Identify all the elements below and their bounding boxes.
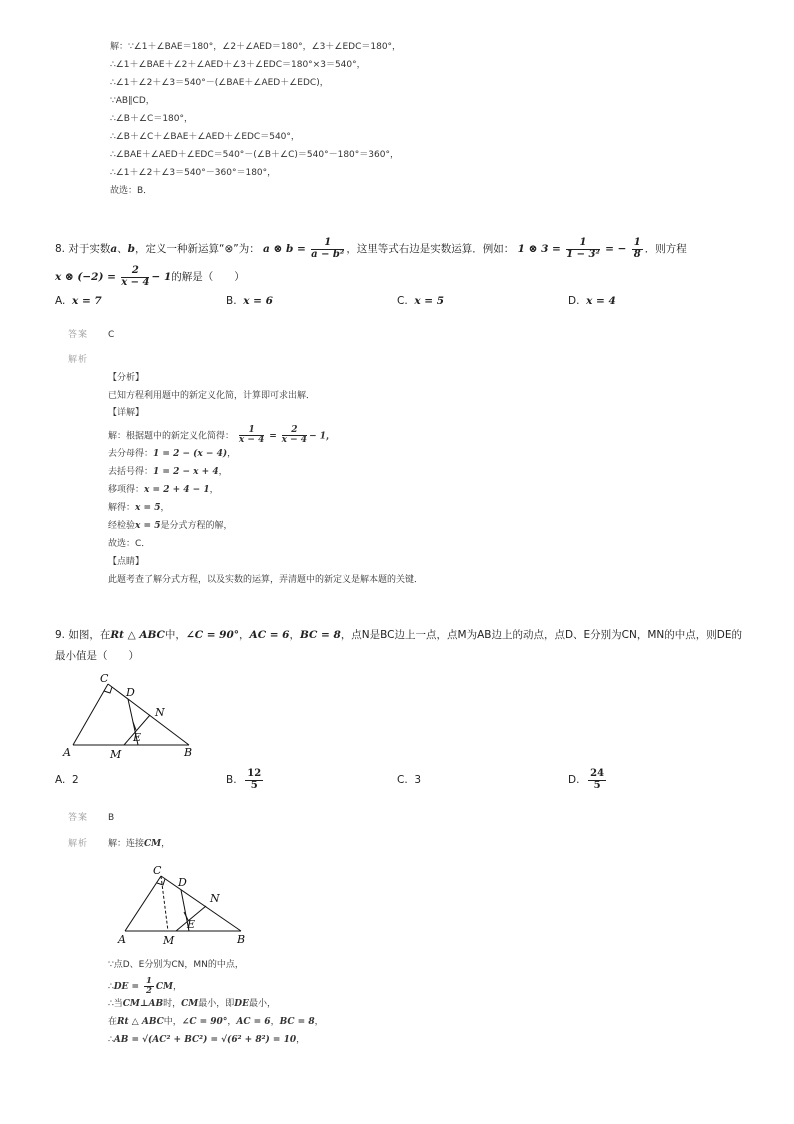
q8-solution-step-4: 移项得：x = 2 + 4 − 1， (108, 485, 219, 495)
q7-line-4: ∵AB∥CD， (110, 96, 155, 106)
q8-example-lhs: 1 ⊗ 3 = (517, 243, 561, 255)
q8-option-d[interactable]: D. x = 4 (568, 295, 616, 307)
q9-answer-value: B (108, 813, 115, 823)
q9-solution-step-4: 在Rt △ ABC中，∠C = 90°，AC = 6，BC = 8， (108, 1017, 324, 1027)
q9-answer-label: 答案 (68, 813, 89, 823)
q8-solution-step-7: 故选：C． (108, 539, 151, 549)
q9-option-b[interactable]: B. $\frac{12}{5}$ (226, 768, 262, 791)
q8-stem-text-3: ，这里等式右边是实数运算．例如： (346, 243, 515, 255)
q9-solution-step-1: ∵点D、E分别为CN，MN的中点， (108, 960, 244, 970)
label-m: M (110, 748, 122, 761)
side-cb (161, 876, 241, 931)
label-e: E (133, 731, 142, 744)
q8-sep: 、 (117, 243, 128, 255)
side-cb (108, 684, 189, 745)
q9-analysis-label: 解析 (68, 839, 89, 849)
q8-dianjing-text: 此题考查了解分式方程，以及实数的运算，弄清题中的新定义是解本题的关键． (108, 575, 424, 585)
q8-var-b: b (127, 243, 136, 255)
q8-def-fraction: $\frac{1}{\text{a − b²}}$ (311, 237, 345, 260)
q8-stem-line2 (55, 266, 245, 288)
q8-option-a[interactable]: A. x = 7 (55, 295, 102, 307)
q8-equation-fraction: $\frac{2}{x - 4}$ (121, 265, 150, 288)
q8-stem-text: 8. 对于实数 (55, 243, 111, 255)
q7-line-3: ∴∠1＋∠2＋∠3＝540°－(∠BAE＋∠AED＋∠EDC)， (110, 78, 329, 88)
q8-example-mid: = − (605, 243, 627, 255)
label-c: C (100, 672, 109, 685)
q8-equation-tail: − 1 (151, 271, 172, 283)
q8-solution-step-1: 解：根据题中的新定义化简得： $\frac{1}{x - 4}$ = $\frac{2}{x - 4}$ − 1， (108, 425, 335, 446)
q9-option-d[interactable]: D. $\frac{24}{5}$ (568, 768, 605, 791)
q8-stem-text-4: ．则方程 (644, 243, 687, 255)
label-m: M (163, 934, 175, 947)
label-a: A (63, 746, 71, 759)
label-d: D (126, 686, 135, 699)
q8-example-fraction: $\frac{1}{\text{1 − 3²}}$ (566, 237, 600, 260)
q8-fenxi-heading: 【分析】 (108, 373, 145, 383)
q9-solution-step-3: ∴当CM⊥AB时，CM最小，即DE最小， (108, 999, 276, 1009)
label-n: N (155, 706, 165, 719)
q8-dianjing-heading: 【点睛】 (108, 557, 145, 567)
label-n: N (210, 892, 220, 905)
q8-solution-step-2: 去分母得：1 = 2 − (x − 4)， (108, 449, 237, 459)
q8-stem-line1 (55, 238, 687, 260)
q8-option-b[interactable]: B. x = 6 (226, 295, 273, 307)
label-c: C (153, 864, 162, 877)
q9-triangle-figure (60, 672, 210, 764)
q7-line-6: ∴∠B＋∠C＋∠BAE＋∠AED＋∠EDC＝540°， (110, 132, 300, 142)
q8-var-a: a (110, 243, 118, 255)
q9-solution-step-2: ∴DE = $\frac{1}{2}$ CM， (108, 976, 183, 996)
q8-analysis-label: 解析 (68, 355, 89, 365)
q9-stem-line2: 最小值是（ ） (55, 650, 139, 662)
q7-line-5: ∴∠B＋∠C＝180°， (110, 114, 193, 124)
q9-option-c[interactable]: C. 3 (397, 774, 422, 786)
label-a: A (118, 933, 126, 946)
q8-solution-step-3: 去括号得：1 = 2 − x + 4， (108, 467, 228, 477)
q8-answer-value: C (108, 330, 115, 340)
q8-equation-lhs: x ⊗ (−2) = (55, 271, 116, 283)
label-b: B (237, 933, 246, 946)
q8-solution-step-6: 经检验x = 5是分式方程的解， (108, 521, 233, 531)
q8-def-lhs: a ⊗ b = (263, 243, 306, 255)
q8-stem-text-5: 的解是（ ） (171, 271, 245, 283)
label-b: B (184, 746, 193, 759)
side-ac (73, 684, 108, 745)
q9-option-a[interactable]: A. 2 (55, 774, 79, 786)
q7-line-8: ∴∠1＋∠2＋∠3＝540°－360°＝180°， (110, 168, 277, 178)
label-e: E (187, 918, 196, 931)
q7-line-1: 解：∵∠1＋∠BAE＝180°，∠2＋∠AED＝180°，∠3＋∠EDC＝180°， (110, 42, 402, 52)
q8-answer-label: 答案 (68, 330, 89, 340)
q9-solution-step-5: ∴AB = √(AC² + BC²) = √(6² + 8²) = 10， (108, 1035, 306, 1045)
q8-fenxi-text: 已知方程利用题中的新定义化简，计算即可求出解． (108, 391, 316, 401)
side-ac (125, 876, 161, 931)
label-d: D (178, 876, 187, 889)
q7-line-2: ∴∠1＋∠BAE＋∠2＋∠AED＋∠3＋∠EDC＝180°×3＝540°， (110, 60, 366, 70)
q8-stem-text-2: ，定义一种新运算“⊗”为： (135, 243, 260, 255)
q9-stem-line1: 9. 如图，在Rt △ ABC中，∠C = 90°，AC = 6，BC = 8，点N是BC边上一点，点M为AB边上的动点，点D、E分别为CN，MN的中点，则DE的 (55, 629, 743, 641)
q8-example-fraction-2: $\frac{1}{8}$ (633, 237, 641, 260)
q8-solution-step-5: 解得：x = 5， (108, 503, 170, 513)
q7-line-7: ∴∠BAE＋∠AED＋∠EDC＝540°－(∠B＋∠C)＝540°－180°＝360°， (110, 150, 399, 160)
q9-solution-step-0: 解：连接CM， (108, 839, 171, 849)
q8-xiangjie-heading: 【详解】 (108, 408, 145, 418)
q9-solution-figure (110, 862, 260, 954)
q8-option-c[interactable]: C. x = 5 (397, 295, 445, 307)
q7-line-9: 故选：B． (110, 186, 153, 196)
